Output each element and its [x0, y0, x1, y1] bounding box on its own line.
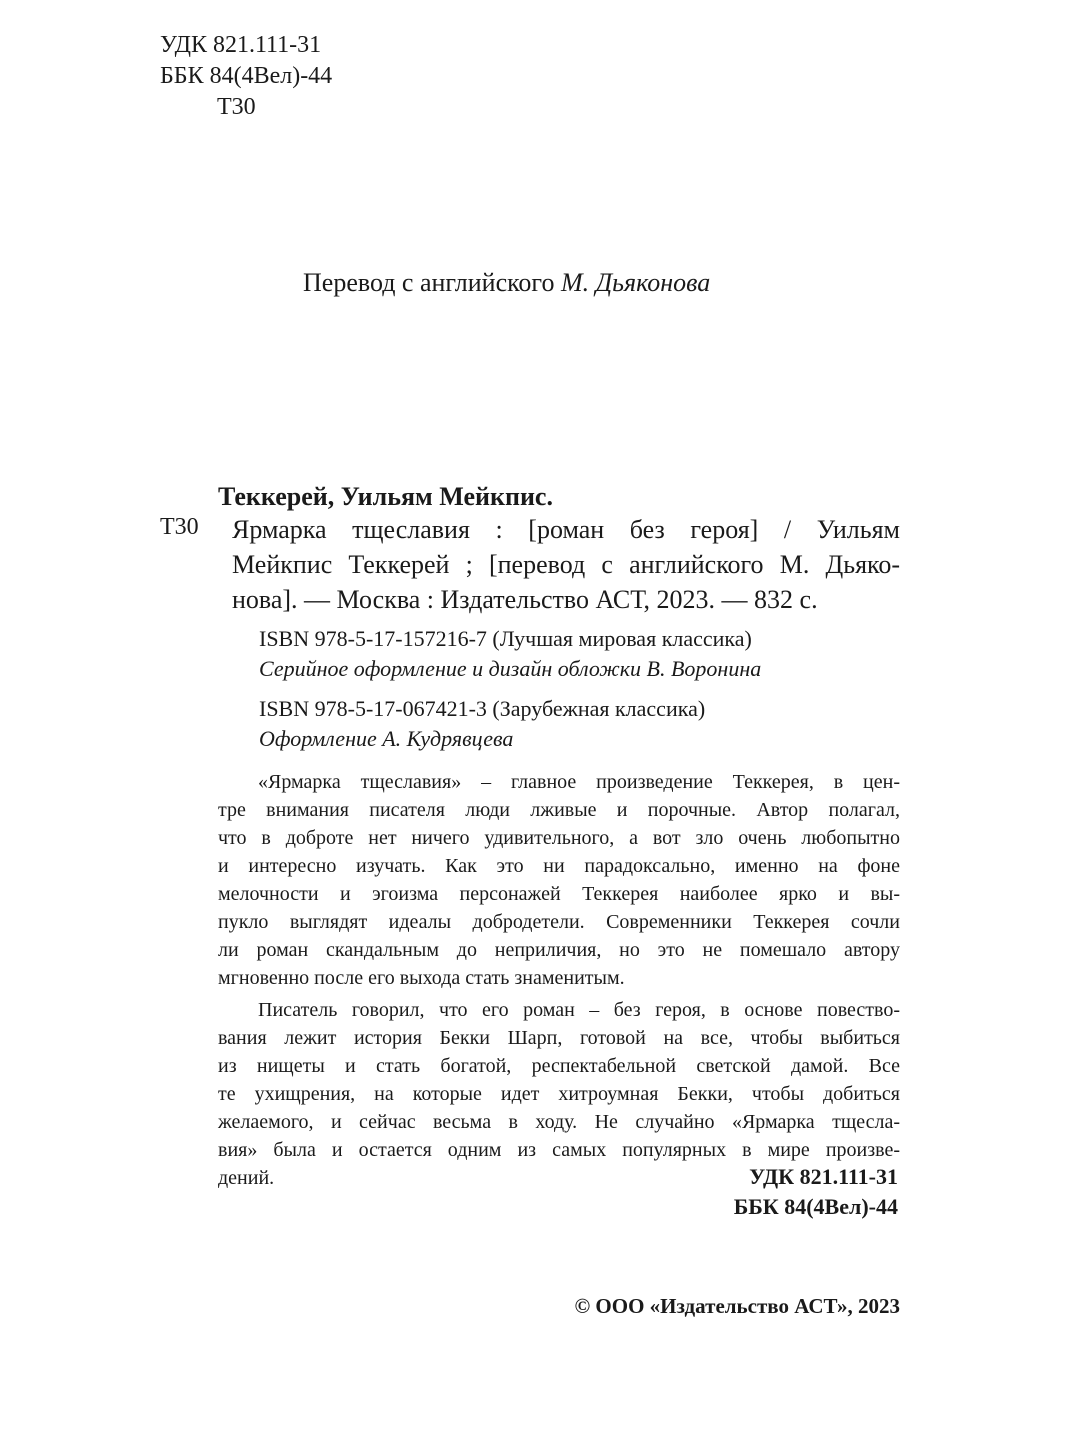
- design-credit: Оформление А. Кудрявцева: [259, 726, 514, 751]
- annotation-line: вия» была и остается одним из самых популярных в мире произве-: [218, 1139, 900, 1161]
- bibliographic-description: [232, 512, 900, 617]
- bbk-code: ББК 84(4Вел)-44: [733, 1194, 898, 1219]
- isbn-number: ISBN 978-5-17-067421-3 (Зарубежная классика): [259, 696, 706, 721]
- annotation-line: из нищеты и стать богатой, респектабельной светской дамой. Все: [218, 1055, 900, 1077]
- bib-line: Мейкпис Теккерей ; [перевод с английского М. Дьяко-: [232, 550, 900, 579]
- annotation-line: и интересно изучать. Как это ни парадоксально, именно на фоне: [218, 855, 900, 877]
- annotation-line: «Ярмарка тщеславия» – главное произведение Теккерея, в цен-: [258, 771, 900, 793]
- classification-codes-bottom: [660, 1162, 898, 1222]
- author-heading: Теккерей, Уильям Мейкпис.: [218, 482, 553, 511]
- translator-name: М. Дьяконова: [560, 268, 711, 297]
- isbn-block: [259, 624, 761, 684]
- classification-codes-top: [160, 30, 332, 123]
- annotation-line: дений.: [218, 1167, 275, 1189]
- annotation-line: мелочности и эгоизма персонажей Теккерея наиболее ярко и вы-: [218, 883, 900, 905]
- translation-prefix: Перевод с английского: [303, 268, 561, 297]
- annotation-line: те ухищрения, на которые идет хитроумная Бекки, чтобы добиться: [218, 1083, 900, 1105]
- author-sign-side: Т30: [160, 514, 199, 540]
- annotation: [218, 768, 900, 1192]
- design-credit: Серийное оформление и дизайн обложки В. Воронина: [259, 656, 762, 681]
- bib-line: нова]. — Москва : Издательство АСТ, 2023. — 832 с.: [232, 585, 818, 614]
- annotation-line: мгновенно после его выхода стать знаменитым.: [218, 967, 625, 989]
- annotation-line: пукло выглядят идеалы добродетели. Современники Теккерея сочли: [218, 911, 900, 933]
- bib-line: Ярмарка тщеславия : [роман без героя] / Уильям: [232, 515, 900, 544]
- annotation-line: тре внимания писателя люди лживые и порочные. Автор полагал,: [218, 799, 900, 821]
- annotation-line: вания лежит история Бекки Шарп, готовой на все, чтобы выбиться: [218, 1027, 900, 1049]
- isbn-number: ISBN 978-5-17-157216-7 (Лучшая мировая классика): [259, 626, 752, 651]
- annotation-line: ли роман скандальным до неприличия, но это не помешало автору: [218, 939, 900, 961]
- isbn-block: [259, 694, 705, 754]
- annotation-line: что в доброте нет ничего удивительного, а вот зло очень любопытно: [218, 827, 900, 849]
- author-sign: Т30: [217, 94, 256, 120]
- annotation-line: Писатель говорил, что его роман – без героя, в основе повество-: [258, 999, 900, 1021]
- bbk-code: ББК 84(4Вел)-44: [160, 63, 333, 89]
- copyright-notice: © ООО «Издательство АСТ», 2023: [574, 1294, 900, 1318]
- annotation-line: желаемого, и сейчас весьма в ходу. Не случайно «Ярмарка тщесла-: [218, 1111, 900, 1133]
- udk-code: УДК 821.111-31: [749, 1164, 898, 1189]
- udk-code: УДК 821.111-31: [160, 32, 322, 58]
- translation-credit: [303, 268, 710, 298]
